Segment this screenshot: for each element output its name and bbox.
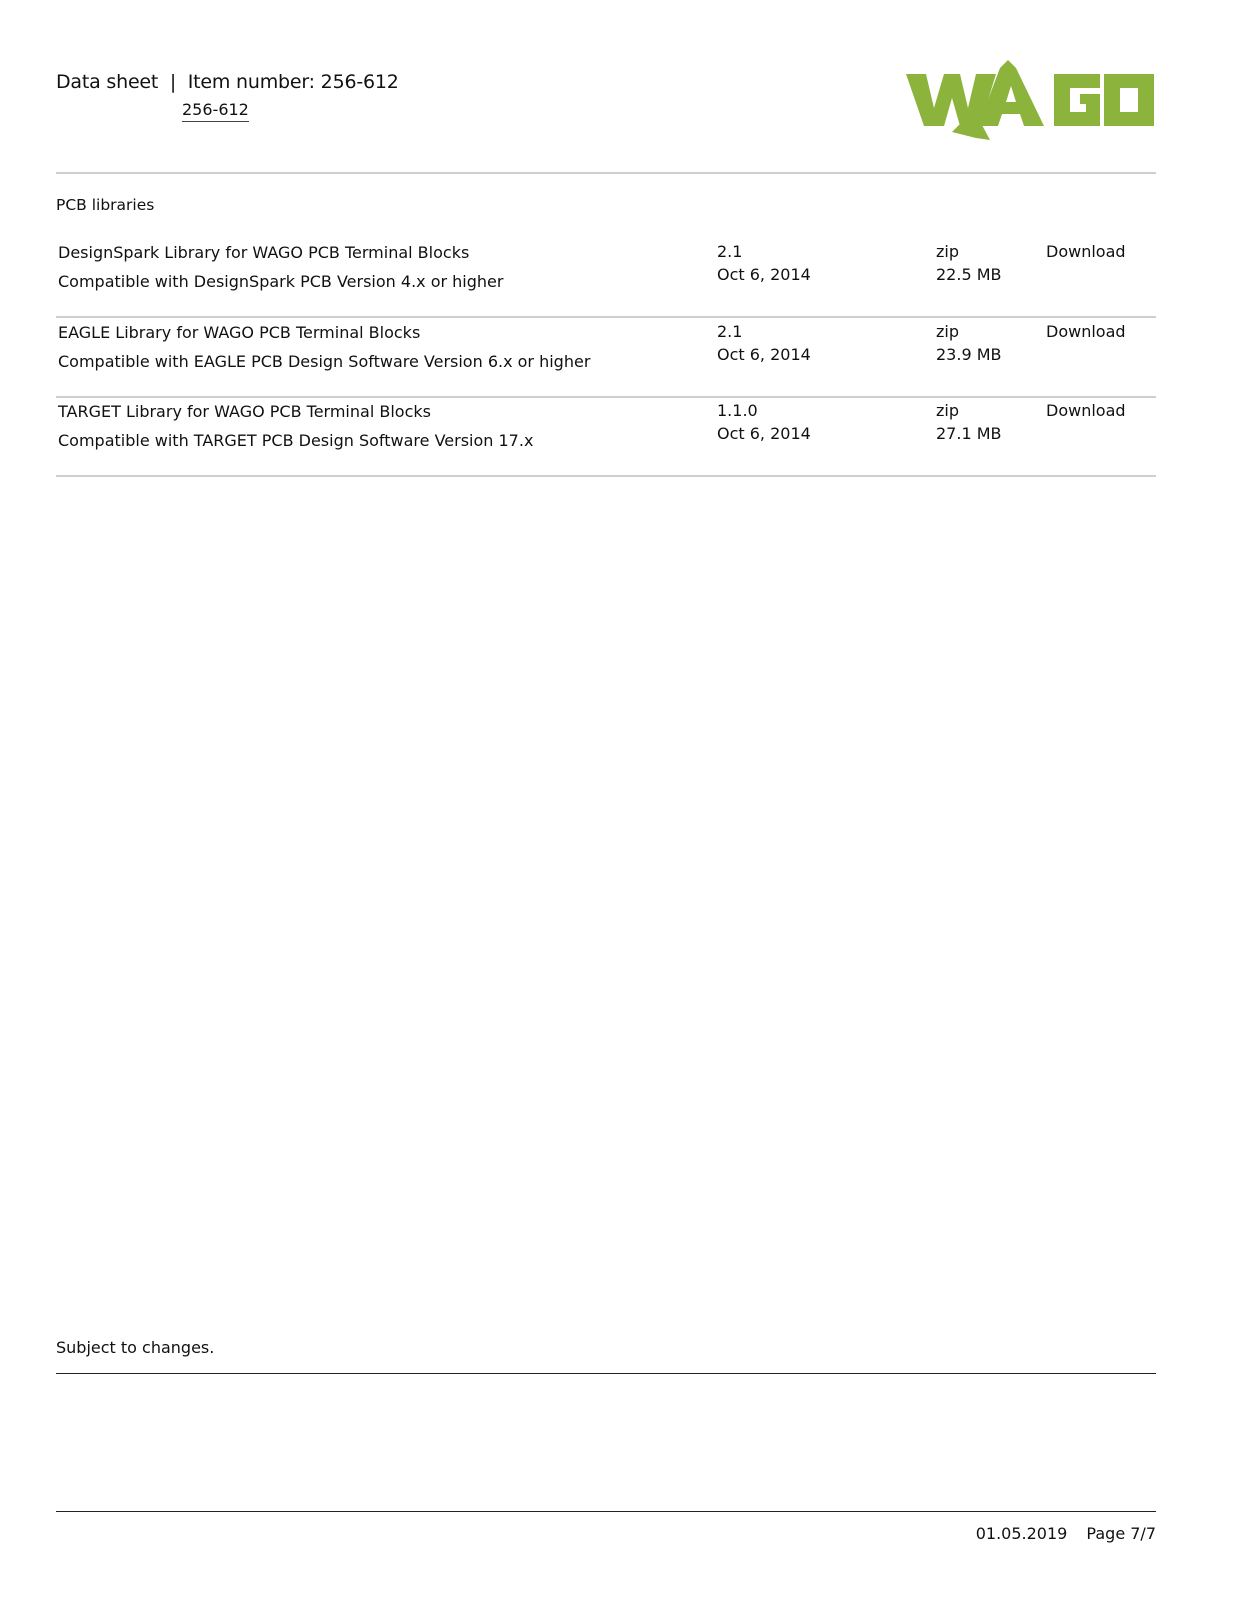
table-row xyxy=(56,238,1156,318)
download-link[interactable]: Download xyxy=(1046,242,1126,261)
library-description: Compatible with EAGLE PCB Design Software Version 6.x or higher xyxy=(58,352,591,371)
footer-divider-top xyxy=(56,1373,1156,1374)
table-row xyxy=(56,397,1156,477)
section-title-pcb-libraries: PCB libraries xyxy=(56,196,155,214)
library-name: TARGET Library for WAGO PCB Terminal Blocks xyxy=(58,402,431,421)
page-title: Data sheet | Item number: 256-612 xyxy=(56,71,399,93)
row-divider xyxy=(56,475,1156,477)
file-type: zip xyxy=(936,401,959,420)
footer-date: 01.05.2019 xyxy=(975,1524,1068,1543)
download-link[interactable]: Download xyxy=(1046,401,1126,420)
file-type: zip xyxy=(936,242,959,261)
library-version: 2.1 xyxy=(717,242,743,261)
file-type: zip xyxy=(936,322,959,341)
item-number-link[interactable]: 256-612 xyxy=(182,100,249,122)
header-divider xyxy=(56,172,1156,174)
footer-divider-bottom xyxy=(56,1511,1156,1512)
library-date: Oct 6, 2014 xyxy=(717,345,811,364)
wago-logo xyxy=(904,58,1156,142)
file-size: 22.5 MB xyxy=(936,265,1002,284)
library-date: Oct 6, 2014 xyxy=(717,424,811,443)
library-date: Oct 6, 2014 xyxy=(717,265,811,284)
table-row xyxy=(56,318,1156,398)
library-description: Compatible with TARGET PCB Design Software Version 17.x xyxy=(58,431,534,450)
library-name: EAGLE Library for WAGO PCB Terminal Blocks xyxy=(58,323,421,342)
footer-info xyxy=(976,1524,1156,1543)
download-link[interactable]: Download xyxy=(1046,322,1126,341)
library-version: 2.1 xyxy=(717,322,743,341)
file-size: 23.9 MB xyxy=(936,345,1002,364)
subject-to-changes-note: Subject to changes. xyxy=(56,1338,215,1357)
file-size: 27.1 MB xyxy=(936,424,1002,443)
library-description: Compatible with DesignSpark PCB Version 4.x or higher xyxy=(58,272,504,291)
library-version: 1.1.0 xyxy=(717,401,758,420)
page-number: Page 7/7 xyxy=(1086,1524,1156,1543)
library-name: DesignSpark Library for WAGO PCB Terminal Blocks xyxy=(58,243,470,262)
